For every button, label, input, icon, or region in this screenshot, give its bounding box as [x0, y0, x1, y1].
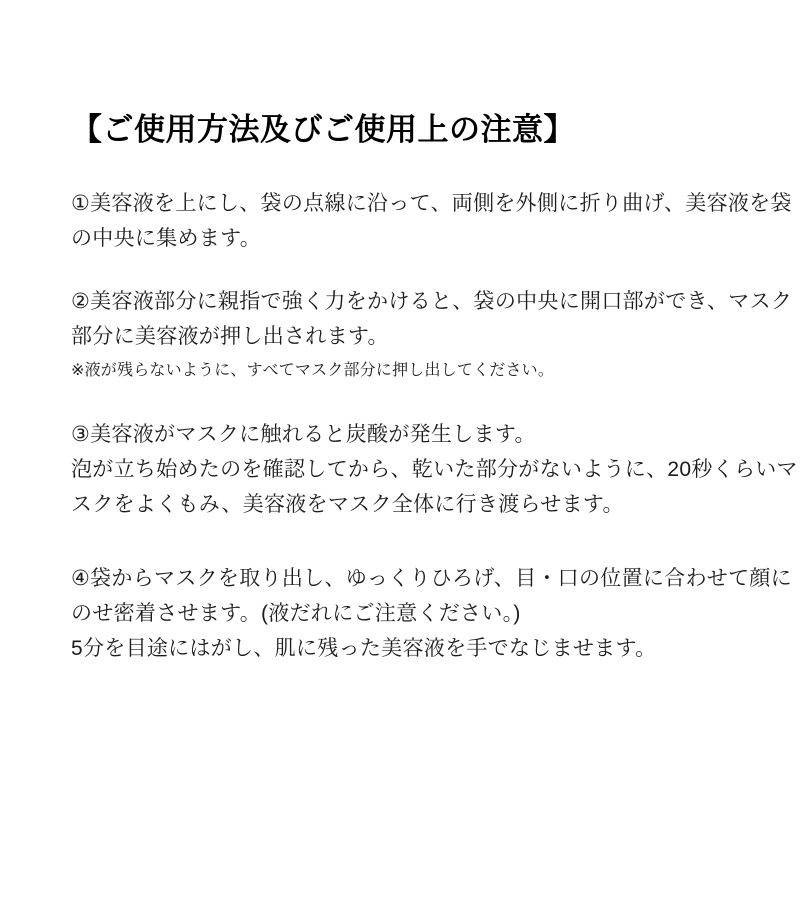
- step-2-caution-note: ※液が残らないように、すべてマスク部分に押し出してください。: [71, 362, 555, 379]
- step-2-line-2: 部分に美容液が押し出されます。: [71, 325, 389, 348]
- step-3-line-2: 泡が立ち始めたのを確認してから、乾いた部分がないように、20秒くらいマ: [71, 458, 798, 481]
- step-3-line-1: ③美容液がマスクに触れると炭酸が発生します。: [71, 423, 536, 446]
- step-2-line-1: ②美容液部分に親指で強く力をかけると、袋の中央に開口部ができ、マスク: [71, 290, 793, 313]
- step-1-line-2: の中央に集めます。: [71, 227, 262, 250]
- page-title: 【ご使用方法及びご使用上の注意】: [71, 112, 575, 147]
- step-4-line-3: 5分を目途にはがし、肌に残った美容液を手でなじませます。: [71, 637, 657, 660]
- step-4-line-2: のせ密着させます。(液だれにご注意ください。): [71, 602, 521, 625]
- step-1-line-1: ①美容液を上にし、袋の点線に沿って、両側を外側に折り曲げ、美容液を袋: [71, 192, 792, 215]
- usage-instructions-page: [0, 110, 800, 910]
- step-4-line-1: ④袋からマスクを取り出し、ゆっくりひろげ、目・口の位置に合わせて顔に: [71, 567, 792, 590]
- instruction-step-1: [71, 186, 792, 256]
- step-3-line-3: スクをよくもみ、美容液をマスク全体に行き渡らせます。: [71, 493, 624, 516]
- instruction-step-2: [71, 284, 793, 354]
- instruction-step-4: [71, 561, 792, 666]
- instruction-step-3: [71, 417, 798, 522]
